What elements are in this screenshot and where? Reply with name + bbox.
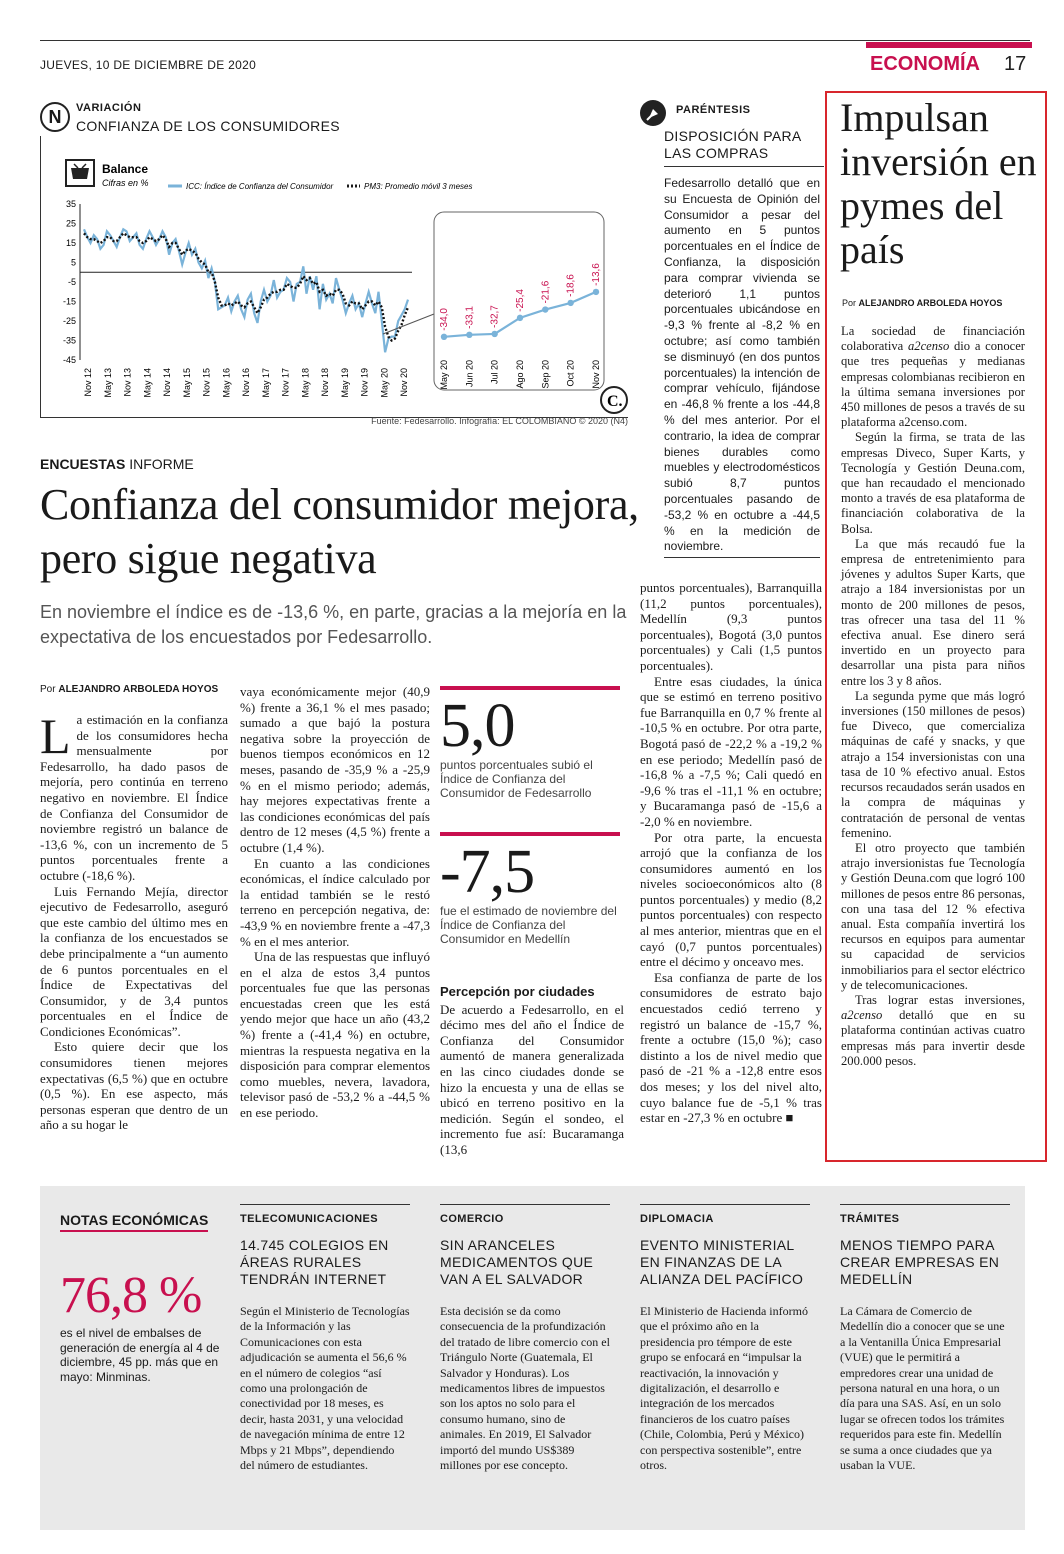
paragraph: El otro proyecto que también atrajo inversionistas fue Tecnología y Gestión Deuna.com que logró 100 millones de pesos entre 86 personas, con una tasa del 12 % efectiva anual. Esta compañía invertirá los recursos en equipos para aumentar su capacidad de servicios inmobiliarios para el sector eléctrico y de telecomunicaciones.: [841, 840, 1025, 992]
fact-label: puntos porcentuales subió el Índice de Confianza del Consumidor de Fedesarrollo: [440, 758, 593, 800]
paragraph: La que más recaudó fue la empresa de entretenimiento para jóvenes y adultos Super Karts, que atrajo a 184 inversionistas por un monto de 200 millones de pesos, tras ofrecer una tasa del 11 % efectiva anual. Ese dinero será invertido en un proyecto para desarrollar una pista para niños entre los 3 y 8 años.: [841, 536, 1025, 688]
y-tick-label: -15: [62, 296, 76, 307]
zoom-x-label: Jun 20: [464, 360, 475, 388]
zoom-value-label: -25,4: [515, 289, 526, 312]
brand-name: a2censo: [907, 339, 950, 354]
y-tick-label: -5: [67, 277, 76, 287]
x-tick-label: Nov 14: [162, 368, 172, 397]
article-dek: En noviembre el índice es de -13,6 %, en parte, gracias a la mejoría en la expectativa de los encuestados por Fedesarrollo.: [40, 602, 627, 647]
nota-comercio: [440, 1204, 610, 1473]
colombiano-logo-icon: [601, 387, 627, 413]
basket-icon: [66, 160, 94, 186]
pm3-series-line: [84, 233, 408, 340]
zoom-x-label: Sep 20: [540, 360, 551, 389]
nota-kicker: DIPLOMACIA: [640, 1204, 810, 1225]
paragraph: [841, 993, 1025, 1069]
side-headline: Impulsan inversión en pymes del país: [840, 95, 1037, 272]
article-headline: Confianza del consumidor mejora, pero sigue negativa: [40, 480, 639, 583]
paragraph: [841, 324, 1025, 430]
nota-body: La Cámara de Comercio de Medellín dio a conocer que se une a la Ventanilla Única Empresarial (VUE) que le permitirá a empredores crear una unidad de persona natural en una hora, o un día para una SAS. Así, en un solo lugar se ofrecen todos los trámites requeridos para este fin. Medellín se suma a once ciudades que ya usaban la VUE.: [840, 1304, 1005, 1473]
nota-telecomunicaciones: [240, 1204, 410, 1473]
parentesis-title: DISPOSICIÓN PARA LAS COMPRAS: [664, 128, 824, 167]
paragraph: [40, 708, 228, 884]
x-tick-label: Nov 17: [280, 368, 291, 397]
nota-body: Esta decisión se da como consecuencia de la profundización del tratado de libre comercio con el Triángulo Norte (Guatemala, El Salvador y Honduras). Los medicamentos libres de impuestos son los aptos no solo para el consumo humano, sino de animales. En 2019, El Salvador importó del mundo US$389 millones por ese concepto.: [440, 1304, 610, 1473]
notas-big-number: 76,8 %: [60, 1267, 202, 1324]
zoom-value-label: -32,7: [489, 305, 501, 328]
fact-number: -7,5: [440, 838, 535, 906]
legend-icc: ICC: Índice de Confianza del Consumidor: [186, 182, 334, 191]
side-byline: [842, 298, 1002, 308]
chart-title: Balance: [102, 162, 149, 176]
infographic-kicker: VARIACIÓN: [76, 102, 142, 114]
article-column-3: [440, 984, 624, 1158]
nota-body: Según el Ministerio de Tecnologías de la Información y las Comunicaciones con esta adjudicación se aumenta el 56,6 % en el número de colegios “así como una prolongación de conectividad por 18 meses, es decir, hasta 2031, y una velocidad de navegación mínima de entre 12 Mbps y 21 Mbps”, dependiendo del número de estudiantes.: [240, 1304, 410, 1473]
article-kicker: [40, 456, 194, 472]
issue-date: JUEVES, 10 DE DICIEMBRE DE 2020: [40, 58, 257, 72]
article-column-1: [40, 708, 228, 1133]
article-column-4: [640, 580, 822, 1126]
fact-number: 5,0: [440, 692, 515, 760]
nota-title: MENOS TIEMPO PARA CREAR EMPRESAS EN MEDELLÍN: [840, 1237, 1000, 1287]
section-header: [866, 42, 1032, 74]
x-tick-label: May 20: [379, 368, 390, 398]
paragraph: En cuanto a las condiciones económicas, el índice calculado por la entidad también se le restó terreno en percepción negativa, de: -43,9 % en noviembre frente a -47,3 % en el mes anterior.: [240, 855, 430, 949]
byline-author: ALEJANDRO ARBOLEDA HOYOS: [858, 298, 1003, 308]
byline-label: Por: [842, 298, 859, 308]
x-tick-label: May 13: [102, 368, 113, 398]
byline-label: Por: [40, 684, 59, 695]
paragraph: Luis Fernando Mejía, director ejecutivo de Fedesarrollo, aseguró que este cambio del último mes en la confianza de los encuestados se debe principalmente a “un aumento de 6 puntos porcentuales en el Índice de Expectativas del Consumidor, y de 3,4 puntos porcentuales en el Índice de Condiciones Económicas”.: [40, 883, 228, 1039]
byline-author: ALEJANDRO ARBOLEDA HOYOS: [58, 684, 219, 695]
x-tick-label: Nov 16: [241, 368, 251, 397]
x-tick-label: Nov 12: [83, 368, 93, 397]
zoom-point: [517, 315, 523, 321]
nota-title: EVENTO MINISTERIAL EN FINANZAS DE LA ALIANZA DEL PACÍFICO: [640, 1237, 804, 1287]
x-tick-label: Nov 18: [320, 368, 330, 397]
y-tick-label: -45: [62, 355, 76, 365]
y-tick-label: 5: [70, 257, 76, 268]
zoom-connector: [383, 314, 434, 334]
zoom-value-label: -21,6: [540, 280, 552, 304]
zoom-value-label: -34,0: [439, 308, 450, 331]
paragraph: [640, 970, 822, 1126]
kicker-rest: INFORME: [125, 456, 194, 472]
zoom-x-label: Nov 20: [591, 360, 601, 389]
section-name: ECONOMÍA: [870, 53, 980, 75]
paragraph-text: a estimación en la confianza de los consumidores hecha mensualmente por Fedesarrollo, ha dado pasos de mejoría, pero continúa en terreno negativo en noviembre. El Índice de Confianza del Consumidor de noviembre registró un balance de -13,6 %, con un incremento de 5 puntos porcentuales frente a octubre (-18,6 %).: [40, 712, 228, 883]
zoom-point: [441, 334, 447, 340]
icc-series-line: [84, 229, 408, 352]
infographic-source: Fuente: Fedesarrollo. Infografía: EL COLOMBIANO © 2020 (N4): [371, 416, 628, 426]
zoom-x-label: Oct 20: [565, 360, 576, 387]
nota-tramites: [840, 1204, 1010, 1473]
nota-kicker: TELECOMUNICACIONES: [240, 1204, 410, 1225]
notas-heading: NOTAS ECONÓMICAS: [60, 1212, 208, 1232]
x-tick-label: Nov 15: [201, 368, 212, 397]
subheading: Percepción por ciudades: [440, 984, 595, 999]
nota-kicker: COMERCIO: [440, 1204, 610, 1225]
paragraph: Entre esas ciudades, la única que se estimó en terreno positivo fue Barranquilla en 0,7 % frente al -10,5 % en octubre. Por otra parte, Bogotá pasó de -22,2 % a -19,2 % en ese periodo; Medellín pasó de -16,8 % a -7,5 %; Cali quedó en -9,6 % tras el -11,1 % en octubre; y Bucaramanga pasó de -15,6 a -2,0 % en noviembre.: [640, 673, 822, 829]
x-tick-label: May 14: [142, 368, 153, 398]
zoom-point: [466, 332, 472, 338]
x-tick-label: May 15: [181, 368, 192, 398]
paragraph: Una de las respuestas que influyó en el alza de estos 3,4 puntos porcentuales fue que las personas encuestadas creen que les está yendo mejor que hace un año (43,2 %) frente a (-41,4 %) en octubre, mientras la respuesta negativa en la disposición para comprar elementos como muebles, nevera, lavadora, televisor pasó de -53,2 % a -44,5 % en ese periodo.: [240, 949, 430, 1121]
svg-text:C.: C.: [607, 393, 623, 410]
side-article-body: [841, 324, 1025, 1069]
fact-box-2: [440, 832, 622, 946]
zoom-point: [593, 289, 599, 295]
fact-bar: [440, 832, 620, 836]
zoom-point: [491, 331, 497, 337]
y-tick-label: 35: [65, 199, 76, 209]
n-logo-icon: N: [40, 102, 70, 132]
parentesis-kicker: PARÉNTESIS: [676, 104, 751, 116]
pin-icon: [640, 100, 666, 126]
balance-chart: [40, 94, 628, 414]
infographic: [40, 94, 628, 427]
x-tick-label: May 16: [221, 368, 232, 398]
paragraph-text: Esa confianza de parte de los consumidores de estrato bajo encuestados cedió terreno y registró un balance de -15,7 %, frente a octubre (15,0 %); caso distinto a los de nivel medio que pasó de -21 % a -12,8 entre esos dos meses; y los del nivel alto, cuyo balance fue de -5,1 % tras estar en -27,3 % en octubre: [640, 969, 822, 1126]
paragraph-text: dio a conocer que tres pequeñas y medianas empresas colombianas recibieron en la última semana inversiones por 450 millones de pesos a través de su plataforma a2censo.com.: [841, 339, 1026, 430]
article-column-2: [240, 684, 430, 1121]
y-tick-label: -25: [62, 316, 76, 326]
paragraph: Por otra parte, la encuesta arrojó que la confianza de los consumidores aumentó en los niveles socioeconómicos alto (8 puntos porcentuales) y medio (8,2 puntos porcentuales) con respecto al mes anterior, mientras que en el cayó (0,7 puntos porcentuales) entre el décimo y onceavo mes.: [640, 829, 822, 970]
y-tick-label: 15: [65, 238, 76, 248]
paragraph: puntos porcentuales), Barranquilla (11,2 puntos porcentuales), Medellín (9,3 puntos porcentuales), Bogotá (3,0 puntos porcentuales) y Cali (1,5 puntos porcentuales).: [640, 580, 822, 673]
fact-box-1: [440, 686, 622, 800]
x-tick-label: Nov 13: [122, 368, 133, 397]
y-tick-label: 25: [65, 218, 76, 229]
chart-unit: Cifras en %: [102, 178, 149, 188]
x-tick-label: May 17: [260, 368, 271, 398]
article-byline: [40, 684, 218, 695]
zoom-x-label: May 20: [439, 360, 449, 390]
x-tick-label: May 19: [339, 368, 350, 398]
paragraph: De acuerdo a Fedesarrollo, en el décimo mes del año el Índice de Confianza del Consumidor aumentó de manera generalizada en las cinco ciudades donde se hizo la encuesta y una de ellas se ubicó en terreno positivo en la medición. Según el sondeo, el incremento fue así: Bucaramanga (13,6: [440, 1001, 624, 1157]
zoom-x-label: Jul 20: [489, 360, 500, 385]
x-tick-label: May 18: [300, 368, 311, 398]
paragraph: Según la firma, se trata de las empresas Diveco, Super Karts, y Tecnología y Gestión Deuna.com, que han recaudado el mencionado monto a través de esa plataforma de financiación colaborativa de la Bolsa.: [841, 430, 1025, 536]
notas-big-label: es el nivel de embalses de generación de energía al 4 de diciembre, 45 pp. más que en mayo: Minminas.: [60, 1326, 220, 1384]
zoom-value-label: -13,6: [591, 263, 602, 286]
fact-label: fue el estimado de noviembre del Índice de Confianza del Consumidor en Medellín: [440, 904, 617, 946]
drop-cap: L: [40, 708, 71, 764]
paragraph: vaya económicamente mejor (40,9 %) frente a 36,1 % el mes pasado; sumado a que bajó la postura negativa sobre la proyección de buenos tiempos económicos en 12 meses, pasando de -35,9 % a -25,9 % en el mismo periodo; además, hay mejores expectativas frente a las condiciones económicas del país dentro de 12 meses (4,5 %) frente a octubre (1,4 %).: [240, 684, 430, 855]
paragraph-text: detalló que en su plataforma continúan activas cuatro empresas más para invertir desde 200.000 pesos.: [841, 1008, 1025, 1068]
nota-kicker: TRÁMITES: [840, 1204, 1010, 1225]
paragraph-text: Tras lograr estas inversiones,: [855, 992, 1025, 1007]
brand-name: a2censo: [841, 1008, 883, 1023]
x-tick-label: Nov 19: [359, 368, 370, 397]
fact-bar: [440, 686, 620, 690]
kicker-bold: ENCUESTAS: [40, 456, 126, 472]
nota-title: 14.745 COLEGIOS EN ÁREAS RURALES TENDRÁN INTERNET: [240, 1237, 389, 1287]
x-tick-label: Nov 20: [399, 368, 409, 397]
end-mark: ■: [785, 1110, 794, 1126]
infographic-subtitle: CONFIANZA DE LOS CONSUMIDORES: [76, 118, 340, 134]
zoom-value-label: -18,6: [565, 274, 577, 297]
parentesis-text: Fedesarrollo detalló que en su Encuesta de Opinión del Consumidor a pesar del aumento en 5 puntos porcentuales en el Índice de Confianza, la disposición para comprar vivienda se deterioró 1,1 puntos porcentuales ubicándose en -9,3 % frente al -8,2 % en octubre; así como también se disminuyó (en dos puntos porcentuales) la intención de comprar vehículo, fijándose en -46,8 % frente a los -44,8 % del mes anterior. Por el contrario, la idea de comprar bienes durables como muebles y electrodomésticos subió 8,7 puntos porcentuales pasando de -53,2 % en octubre a -44,5 % en la medición de noviembre.: [664, 176, 820, 558]
paragraph: La segunda pyme que más logró inversiones (150 millones de pesos) fue Diveco, que comercializa máquinas de café y snacks, y que atrajo a 154 inversionistas con una tasa de 10 % efectivo anual. Estos recursos recaudados serán usados en la compra de máquinas y contratación de personal de ventas femenino.: [841, 688, 1025, 840]
zoom-value-label: -33,1: [464, 306, 476, 329]
paragraph-text: La sociedad de financiación colaborativa: [841, 324, 1025, 354]
section-bar: [866, 42, 1032, 48]
nota-diplomacia: [640, 1204, 810, 1473]
y-tick-label: -35: [62, 335, 76, 346]
top-rule: [40, 40, 1030, 41]
paragraph: Esto quiere decir que los consumidores tienen mejores expectativas (6,5 %) que en octubre (0,5 %). En ese aspecto, más personas esperan que dentro de un año a su hogar le: [40, 1039, 228, 1133]
zoom-point: [567, 300, 573, 306]
zoom-point: [542, 306, 548, 312]
nota-title: SIN ARANCELES MEDICAMENTOS QUE VAN A EL SALVADOR: [440, 1237, 594, 1287]
nota-body: El Ministerio de Hacienda informó que el próximo año en la presidencia pro témpore de este grupo se enfocará en “impulsar la reactivación, la innovación y digitalización, el desarrollo e integración de los mercados financieros de los cuatro países (Chile, Colombia, Perú y México) con perspectiva sostenible”, entre otros.: [640, 1304, 808, 1473]
legend-pm3: PM3: Promedio móvil 3 meses: [364, 182, 473, 191]
zoom-x-label: Ago 20: [515, 360, 525, 389]
page-number: 17: [1004, 53, 1027, 75]
